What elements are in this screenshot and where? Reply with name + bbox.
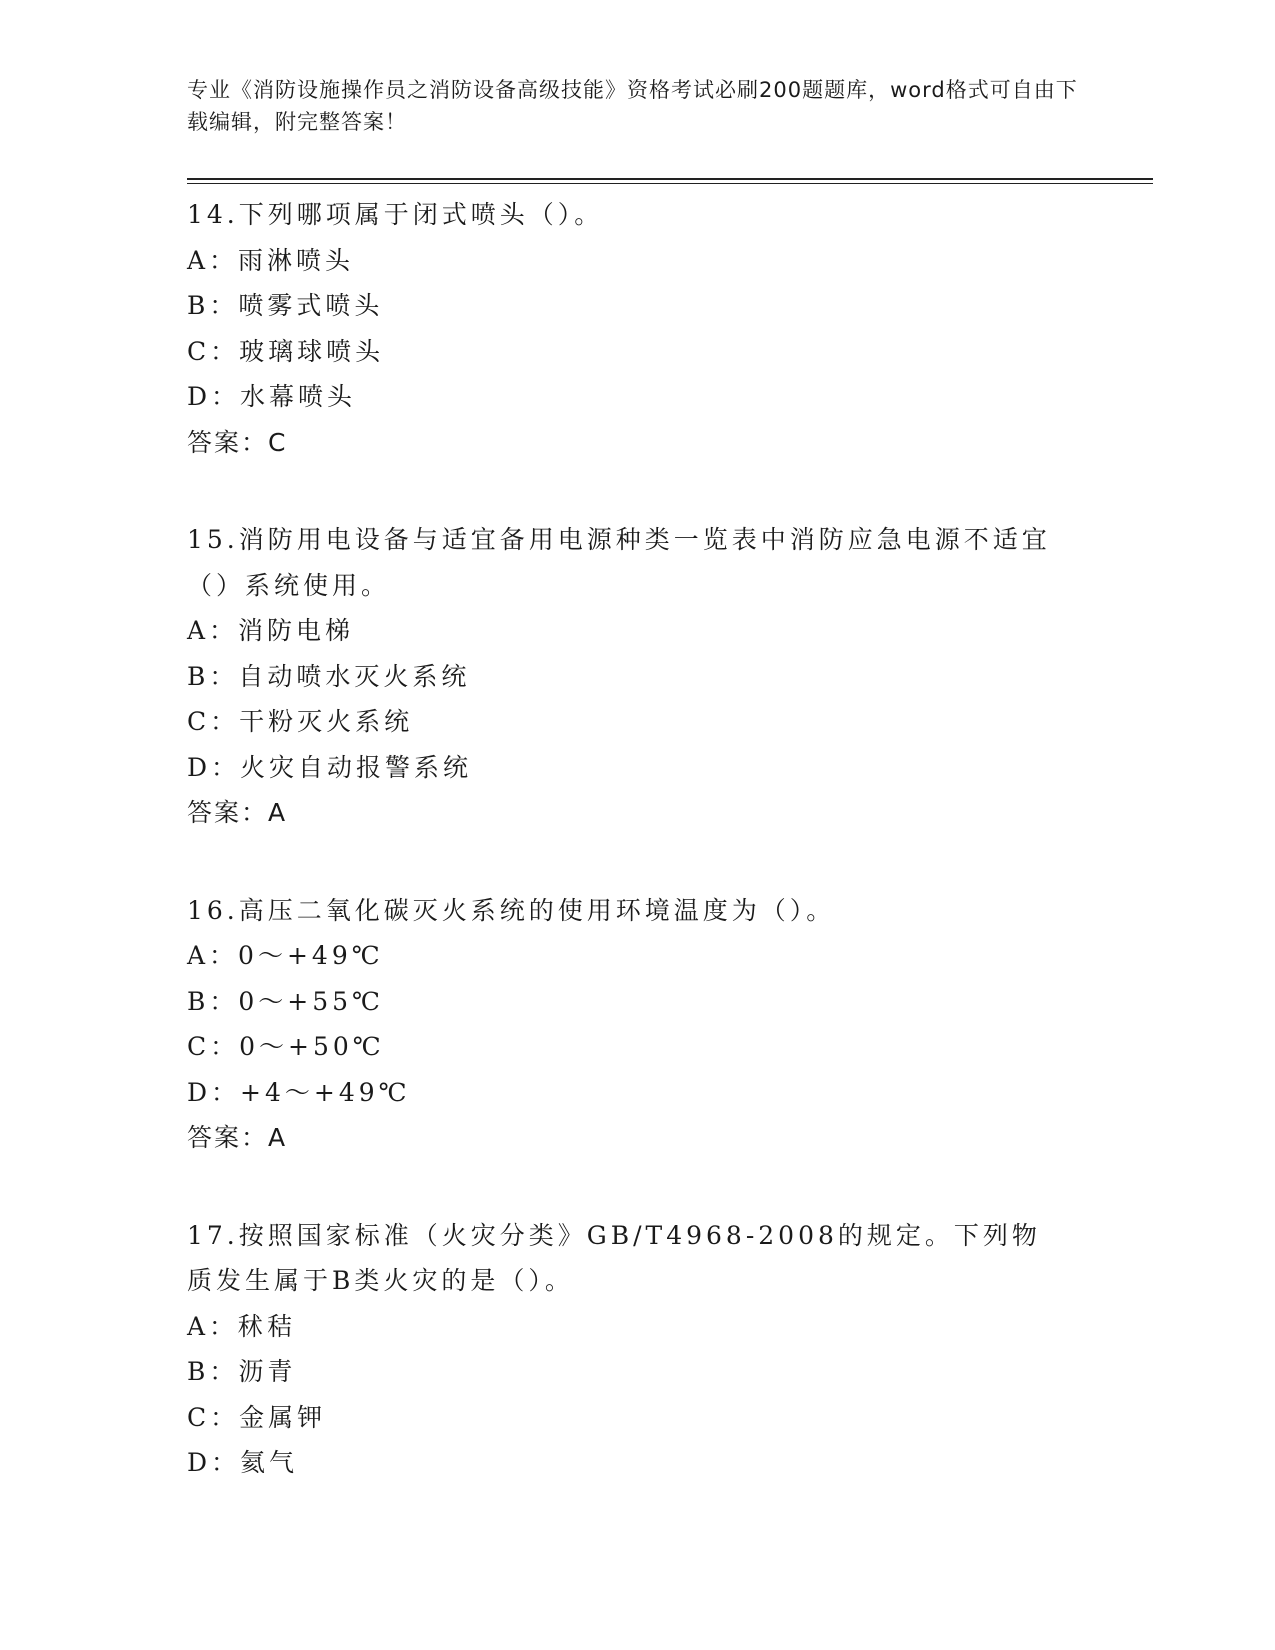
question-17: [187, 1213, 1087, 1486]
option-b: B：喷雾式喷头: [187, 291, 384, 320]
option-d: D：+4～+49℃: [187, 1077, 411, 1107]
option-d: D：火灾自动报警系统: [187, 752, 473, 782]
answer-line: 答案：C: [187, 427, 288, 457]
answer-line: 答案：A: [187, 1123, 288, 1152]
document-header: 专业《消防设施操作员之消防设备高级技能》资格考试必刷200题题库，word格式可自由下载编辑，附完整答案！: [187, 78, 1078, 134]
question-stem: 16.高压二氧化碳灭火系统的使用环境温度为（）。: [187, 895, 836, 925]
option-b: B：自动喷水灭火系统: [187, 661, 471, 691]
question-14: [187, 192, 1087, 465]
option-a: A：0～+49℃: [187, 941, 384, 970]
option-a: A：秫秸: [187, 1311, 297, 1341]
answer-line: 答案：A: [187, 798, 288, 827]
header-divider-thin: [187, 183, 1153, 184]
header-divider-thick: [187, 178, 1153, 180]
option-a: A：消防电梯: [187, 616, 355, 645]
option-d: D：水幕喷头: [187, 382, 357, 411]
option-d: D：氦气: [187, 1448, 299, 1477]
option-b: B：沥青: [187, 1357, 297, 1386]
option-c: C：干粉灭火系统: [187, 707, 414, 736]
question-stem: 14.下列哪项属于闭式喷头（）。: [187, 200, 604, 229]
question-stem: 15.消防用电设备与适宜备用电源种类一览表中消防应急电源不适宜（）系统使用。: [187, 525, 1051, 600]
option-a: A：雨淋喷头: [187, 245, 355, 275]
option-c: C：0～+50℃: [187, 1032, 385, 1061]
question-15: [187, 517, 1087, 836]
question-stem: 17.按照国家标准（火灾分类》GB/T4968-2008的规定。下列物质发生属于B类火灾的是（）。: [187, 1220, 1041, 1295]
option-c: C：玻璃球喷头: [187, 336, 385, 366]
question-16: [187, 888, 1087, 1161]
question-list: [187, 192, 1087, 1538]
option-c: C：金属钾: [187, 1402, 327, 1432]
option-b: B：0～+55℃: [187, 986, 385, 1016]
